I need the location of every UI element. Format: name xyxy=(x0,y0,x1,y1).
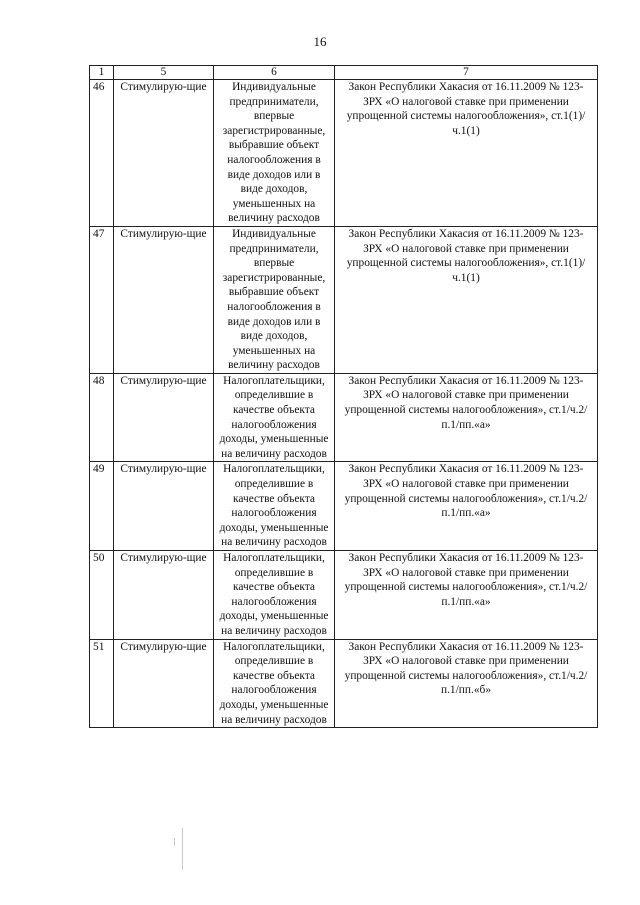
table-row xyxy=(90,639,598,728)
table-row xyxy=(90,373,598,462)
page-number: 16 xyxy=(313,34,327,49)
table-row xyxy=(90,80,598,227)
row-number: 49 xyxy=(90,462,114,551)
row-number: 51 xyxy=(90,639,114,728)
scan-artifact xyxy=(182,828,183,870)
legal-basis: Закон Республики Хакасия от 16.11.2009 № 123-ЗРХ «О налоговой ставке при применении упрощенной системы налогообложения», ст.1/ч.2/п.1/пп.«а» xyxy=(335,373,598,462)
benefit-type: Стимулирую-щие xyxy=(114,551,214,640)
scan-artifact xyxy=(174,838,175,846)
row-number: 50 xyxy=(90,551,114,640)
column-header-1: 1 xyxy=(90,66,114,80)
row-number: 48 xyxy=(90,373,114,462)
column-header-5: 5 xyxy=(114,66,214,80)
table-row xyxy=(90,462,598,551)
benefit-type: Стимулирую-щие xyxy=(114,373,214,462)
taxpayer-category: Индивидуальные предприниматели, впервые зарегистрированные, выбравшие объект налогообложения в виде доходов или в виде доходов, уменьшенных на величину расходов xyxy=(214,226,335,373)
table-header-row xyxy=(90,66,598,80)
taxpayer-category: Налогоплательщики, определившие в качестве объекта налогообложения доходы, уменьшенные на величину расходов xyxy=(214,639,335,728)
taxpayer-category: Налогоплательщики, определившие в качестве объекта налогообложения доходы, уменьшенные на величину расходов xyxy=(214,462,335,551)
legal-basis: Закон Республики Хакасия от 16.11.2009 № 123-ЗРХ «О налоговой ставке при применении упрощенной системы налогообложения», ст.1(1)/ч.1(1) xyxy=(335,226,598,373)
column-header-7: 7 xyxy=(335,66,598,80)
table-row xyxy=(90,226,598,373)
legal-basis: Закон Республики Хакасия от 16.11.2009 № 123-ЗРХ «О налоговой ставке при применении упрощенной системы налогообложения», ст.1(1)/ч.1(1) xyxy=(335,80,598,227)
legal-basis: Закон Республики Хакасия от 16.11.2009 № 123-ЗРХ «О налоговой ставке при применении упрощенной системы налогообложения», ст.1/ч.2/п.1/пп.«а» xyxy=(335,462,598,551)
taxpayer-category: Налогоплательщики, определившие в качестве объекта налогообложения доходы, уменьшенные на величину расходов xyxy=(214,551,335,640)
row-number: 47 xyxy=(90,226,114,373)
benefit-type: Стимулирую-щие xyxy=(114,462,214,551)
taxpayer-category: Налогоплательщики, определившие в качестве объекта налогообложения доходы, уменьшенные на величину расходов xyxy=(214,373,335,462)
legal-basis: Закон Республики Хакасия от 16.11.2009 № 123-ЗРХ «О налоговой ставке при применении упрощенной системы налогообложения», ст.1/ч.2/п.1/пп.«а» xyxy=(335,551,598,640)
legal-basis: Закон Республики Хакасия от 16.11.2009 № 123-ЗРХ «О налоговой ставке при применении упрощенной системы налогообложения», ст.1/ч.2/п.1/пп.«б» xyxy=(335,639,598,728)
row-number: 46 xyxy=(90,80,114,227)
benefits-table xyxy=(89,65,598,728)
benefit-type: Стимулирую-щие xyxy=(114,80,214,227)
benefit-type: Стимулирую-щие xyxy=(114,639,214,728)
table-row xyxy=(90,551,598,640)
taxpayer-category: Индивидуальные предприниматели, впервые зарегистрированные, выбравшие объект налогообложения в виде доходов или в виде доходов, уменьшенных на величину расходов xyxy=(214,80,335,227)
benefit-type: Стимулирую-щие xyxy=(114,226,214,373)
column-header-6: 6 xyxy=(214,66,335,80)
